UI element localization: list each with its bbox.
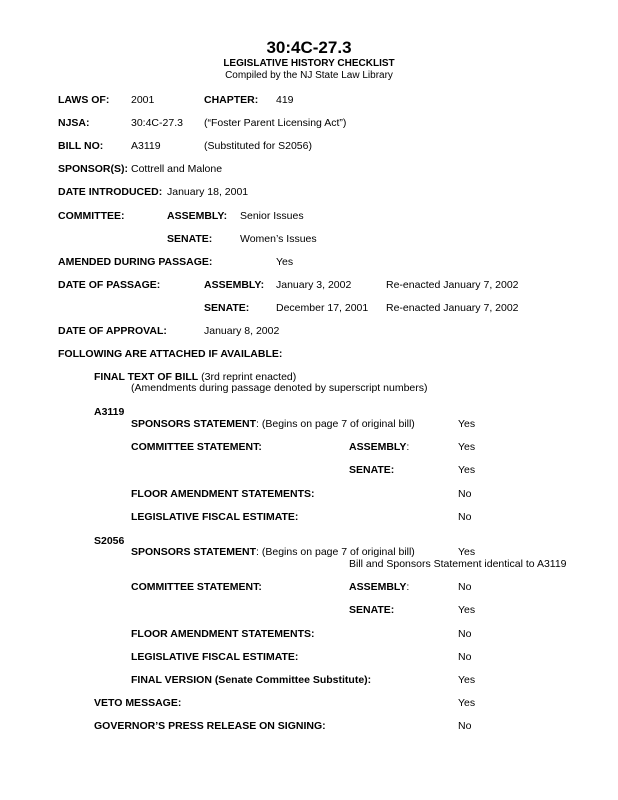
s2056-committee-senate-value: Yes bbox=[458, 604, 476, 616]
a3119-sponsors-statement-value: Yes bbox=[458, 418, 476, 430]
date-introduced-value: January 18, 2001 bbox=[167, 186, 249, 198]
a3119-committee-senate-value: Yes bbox=[458, 464, 476, 476]
njsa-label: NJSA: bbox=[58, 117, 90, 129]
veto-label: VETO MESSAGE: bbox=[94, 697, 182, 709]
njsa-value: 30:4C-27.3 bbox=[131, 117, 183, 129]
approval-value: January 8, 2002 bbox=[204, 325, 280, 337]
a3119-committee-assembly-label: ASSEMBLY bbox=[349, 441, 407, 453]
bill-no-label: BILL NO: bbox=[58, 140, 104, 152]
act-name: (“Foster Parent Licensing Act”) bbox=[204, 117, 347, 129]
passage-senate-label: SENATE: bbox=[204, 302, 250, 314]
a3119-sponsors-statement-label: SPONSORS STATEMENT bbox=[131, 418, 257, 430]
s2056-sponsors-statement-value: Yes bbox=[458, 546, 476, 558]
s2056-sponsors-statement bbox=[131, 546, 415, 558]
passage-label: DATE OF PASSAGE: bbox=[58, 279, 161, 291]
a3119-committee-assembly bbox=[349, 441, 409, 453]
approval-label: DATE OF APPROVAL: bbox=[58, 325, 167, 337]
press-release-label: GOVERNOR’S PRESS RELEASE ON SIGNING: bbox=[94, 720, 326, 732]
a3119-committee-senate-label: SENATE: bbox=[349, 464, 395, 476]
s2056-committee-assembly-colon: : bbox=[406, 581, 410, 593]
a3119-sponsors-statement bbox=[131, 418, 415, 430]
sponsors-value: Cottrell and Malone bbox=[131, 163, 223, 175]
s2056-committee-assembly bbox=[349, 581, 409, 593]
s2056-label: S2056 bbox=[94, 535, 125, 547]
date-introduced-label: DATE INTRODUCED: bbox=[58, 186, 163, 198]
compiled-by: Compiled by the NJ State Law Library bbox=[225, 70, 393, 81]
a3119-committee-assembly-value: Yes bbox=[458, 441, 476, 453]
passage-senate-value: December 17, 2001 bbox=[276, 302, 369, 314]
s2056-committee-senate-label: SENATE: bbox=[349, 604, 395, 616]
committee-senate-value: Women’s Issues bbox=[240, 233, 317, 245]
s2056-committee-statement-label: COMMITTEE STATEMENT: bbox=[131, 581, 262, 593]
a3119-committee-assembly-colon: : bbox=[406, 441, 410, 453]
a3119-fiscal-label: LEGISLATIVE FISCAL ESTIMATE: bbox=[131, 511, 299, 523]
sponsors-label: SPONSOR(S): bbox=[58, 163, 129, 175]
a3119-fiscal-value: No bbox=[458, 511, 472, 523]
amendments-note: (Amendments during passage denoted by superscript numbers) bbox=[131, 382, 428, 394]
passage-assembly-note: Re-enacted January 7, 2002 bbox=[386, 279, 519, 291]
veto-value: Yes bbox=[458, 697, 476, 709]
bill-no-value: A3119 bbox=[131, 140, 161, 152]
committee-assembly-label: ASSEMBLY: bbox=[167, 210, 228, 222]
s2056-floor-value: No bbox=[458, 628, 472, 640]
s2056-committee-assembly-label: ASSEMBLY bbox=[349, 581, 407, 593]
a3119-label: A3119 bbox=[94, 406, 125, 418]
amended-label: AMENDED DURING PASSAGE: bbox=[58, 256, 213, 268]
a3119-floor-label: FLOOR AMENDMENT STATEMENTS: bbox=[131, 488, 315, 500]
s2056-sponsors-statement-label: SPONSORS STATEMENT bbox=[131, 546, 257, 558]
final-text-label: FINAL TEXT OF BILL bbox=[94, 371, 199, 383]
s2056-committee-assembly-value: No bbox=[458, 581, 472, 593]
page-title: 30:4C-27.3 bbox=[266, 38, 352, 57]
passage-assembly-label: ASSEMBLY: bbox=[204, 279, 265, 291]
committee-label: COMMITTEE: bbox=[58, 210, 125, 222]
s2056-sponsors-statement-note: : (Begins on page 7 of original bill) bbox=[256, 546, 415, 558]
checklist-subtitle: LEGISLATIVE HISTORY CHECKLIST bbox=[223, 58, 395, 69]
committee-assembly-value: Senior Issues bbox=[240, 210, 304, 222]
s2056-identical-note: Bill and Sponsors Statement identical to A3119 bbox=[349, 558, 567, 570]
a3119-committee-statement-label: COMMITTEE STATEMENT: bbox=[131, 441, 262, 453]
chapter-label: CHAPTER: bbox=[204, 94, 259, 106]
s2056-final-version-value: Yes bbox=[458, 674, 476, 686]
press-release-value: No bbox=[458, 720, 472, 732]
s2056-floor-label: FLOOR AMENDMENT STATEMENTS: bbox=[131, 628, 315, 640]
passage-senate-note: Re-enacted January 7, 2002 bbox=[386, 302, 519, 314]
passage-assembly-value: January 3, 2002 bbox=[276, 279, 352, 291]
a3119-floor-value: No bbox=[458, 488, 472, 500]
laws-of-value: 2001 bbox=[131, 94, 155, 106]
laws-of-label: LAWS OF: bbox=[58, 94, 110, 106]
final-text-note: (3rd reprint enacted) bbox=[198, 371, 297, 383]
s2056-fiscal-label: LEGISLATIVE FISCAL ESTIMATE: bbox=[131, 651, 299, 663]
committee-senate-label: SENATE: bbox=[167, 233, 213, 245]
s2056-fiscal-value: No bbox=[458, 651, 472, 663]
chapter-value: 419 bbox=[276, 94, 294, 106]
amended-value: Yes bbox=[276, 256, 294, 268]
s2056-final-version-label: FINAL VERSION (Senate Committee Substitute): bbox=[131, 674, 372, 686]
a3119-sponsors-statement-note: : (Begins on page 7 of original bill) bbox=[256, 418, 415, 430]
substituted-note: (Substituted for S2056) bbox=[204, 140, 312, 152]
attached-heading: FOLLOWING ARE ATTACHED IF AVAILABLE: bbox=[58, 348, 283, 360]
